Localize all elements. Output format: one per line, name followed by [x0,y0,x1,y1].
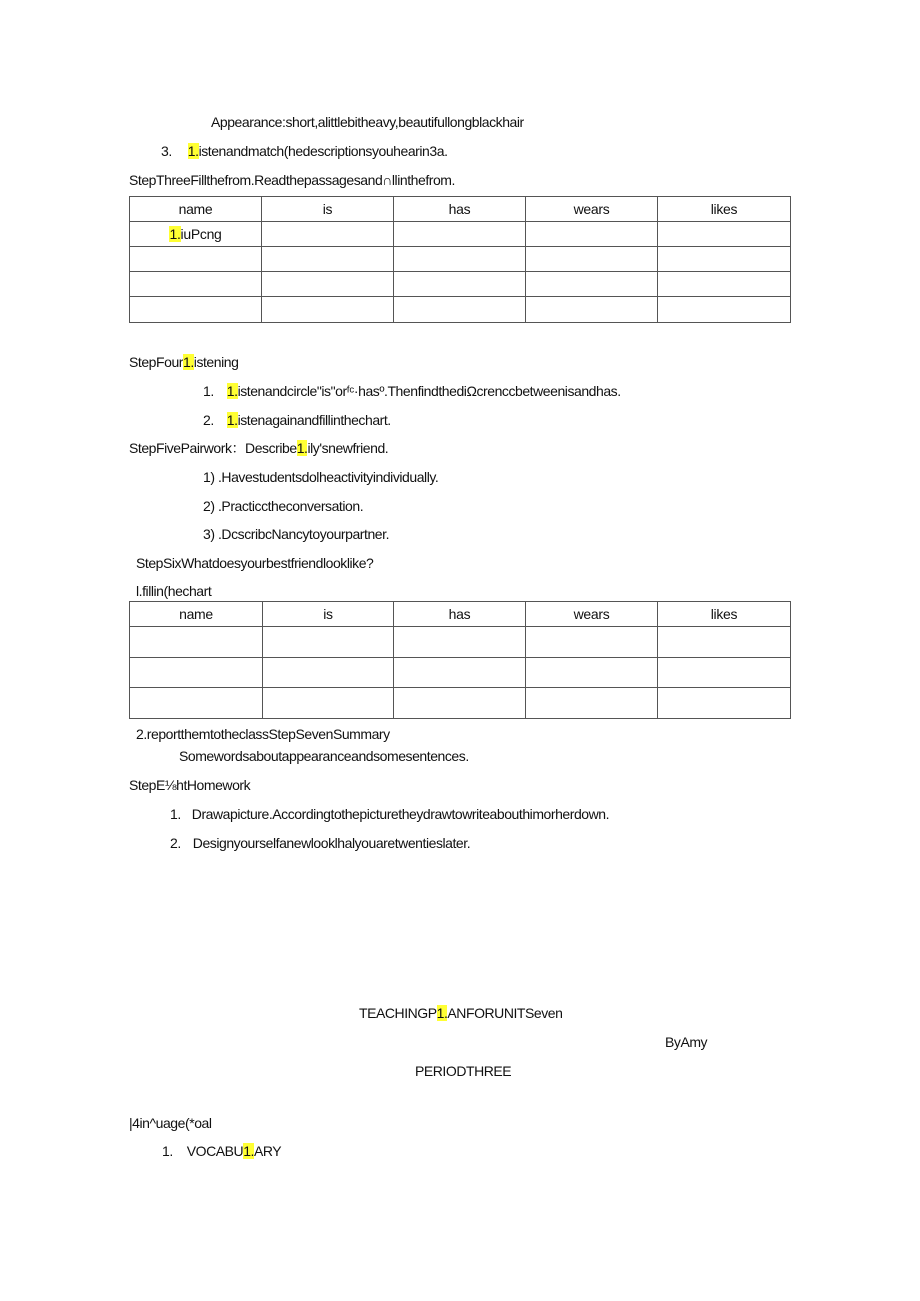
highlight-mark: 1. [169,226,181,242]
table-cell [658,627,791,658]
table-cell [394,272,526,297]
highlight-mark: 1. [296,440,308,456]
highlight-mark: 1. [243,1143,254,1159]
info-table-1 [129,196,791,323]
table-cell [658,688,791,719]
table-cell [658,658,791,688]
table-cell [130,297,262,323]
table-cell [394,222,526,247]
header-is: is [262,197,394,222]
table-cell [130,688,263,719]
table-cell [658,272,791,297]
table-cell [263,688,394,719]
table-cell [130,222,262,247]
table-cell [130,272,262,297]
table-cell [526,297,658,323]
table-cell [130,247,262,272]
item-text: istenandcircle"is"orᶠᶜ·hasº.ThenfindthediΩcrenccbetweenisandhas. [237,383,621,399]
table-cell [394,297,526,323]
homework-item-2 [170,834,470,852]
table-cell [130,627,263,658]
table-row [130,222,791,247]
step-four-item-2 [203,411,391,429]
table-row [130,272,791,297]
author-line: ByAmy [665,1034,708,1050]
table-cell [263,627,394,658]
header-likes: likes [658,197,791,222]
item-text: istenagainandfillinthechart. [237,412,391,428]
item-text: Designyourselfanewlooklhalyouaretwentieslater. [192,835,471,851]
step-eight-heading: StepE⅛htHomework [129,777,251,793]
summary-line: Somewordsaboutappearanceandsomesentences. [179,748,469,764]
vocab-suffix: ARY [254,1143,282,1159]
header-has: has [394,602,526,627]
vocabulary-item [162,1142,281,1160]
highlight-mark: 1. [436,1005,448,1021]
fill-chart-line: l.fillin(hechart [136,583,212,599]
highlight-mark: 1. [226,383,238,399]
report-line: 2.reportthemtotheclassStepSevenSummary [136,726,390,742]
table-cell [526,627,658,658]
item-number: 1. [203,383,214,399]
table-cell [658,247,791,272]
header-name: name [130,602,263,627]
table-cell [394,247,526,272]
highlight-mark: 1. [183,354,194,370]
table-cell [658,297,791,323]
step-four-heading [129,353,238,371]
title-prefix: TEACHINGP [359,1005,437,1021]
step-six-heading: StepSixWhatdoesyourbestfriendlooklike? [136,555,374,571]
highlight-mark: 1. [187,143,199,159]
table-cell [526,688,658,719]
table-cell [526,272,658,297]
period-heading: PERIODTHREE [415,1063,512,1079]
homework-item-1 [170,805,609,823]
highlight-mark: 1. [226,412,238,428]
header-is: is [263,602,394,627]
plan-title [359,1004,562,1022]
table-cell [263,658,394,688]
step-four-prefix: StepFour [129,354,183,370]
item-number: 1. [162,1143,173,1159]
language-goal-heading: |4in^uage(*oal [129,1115,212,1131]
table-header-row [130,197,791,222]
table-cell [526,222,658,247]
step-five-item-2: 2) .Practicctheconversation. [203,498,364,514]
info-table-2 [129,601,791,719]
table-row [130,688,791,719]
header-wears: wears [526,602,658,627]
item-3-number: 3. [161,143,172,159]
header-has: has [394,197,526,222]
table-cell [130,658,263,688]
step-five-item-1: 1) .Havestudentsdolheactivityindividually. [203,469,439,485]
title-suffix: ANFORUNITSeven [447,1005,563,1021]
item-number: 2. [170,835,181,851]
header-wears: wears [526,197,658,222]
table-row [130,247,791,272]
step-five-item-3: 3) .DcscribcNancytoyourpartner. [203,526,390,542]
table-cell [262,222,394,247]
table-header-row [130,602,791,627]
step-three-heading: StepThreeFillthefrom.Readthepassagesand∩llinthefrom. [129,172,455,188]
table-cell [262,297,394,323]
table-cell [658,222,791,247]
item-3-text: istenandmatch(hedescriptionsyouhearin3a. [198,143,448,159]
table-cell [394,688,526,719]
appearance-line: Appearance:short,alittlebitheavy,beautifullongblackhair [211,114,524,130]
vocab-prefix: VOCABU [186,1143,244,1159]
table-row [130,658,791,688]
table-row [130,297,791,323]
header-likes: likes [658,602,791,627]
step-four-suffix: istening [193,354,239,370]
table-cell [526,247,658,272]
row-name-text: iuPcng [180,226,222,242]
item-text: Drawapicture.Accordingtothepicturetheydrawtowriteabouthimorherdown. [191,806,610,822]
table-cell [394,658,526,688]
step-four-item-1 [203,382,621,400]
item-number: 2. [203,412,214,428]
table-cell [526,658,658,688]
table-cell [394,627,526,658]
item-number: 1. [170,806,181,822]
step-five-suffix: ily'snewfriend. [307,440,389,456]
table-cell [262,247,394,272]
step-five-prefix: StepFivePairwork：Describe [129,440,297,456]
table-row [130,627,791,658]
item-3-line [161,142,448,160]
step-five-heading [129,439,388,457]
table-cell [262,272,394,297]
header-name: name [130,197,262,222]
